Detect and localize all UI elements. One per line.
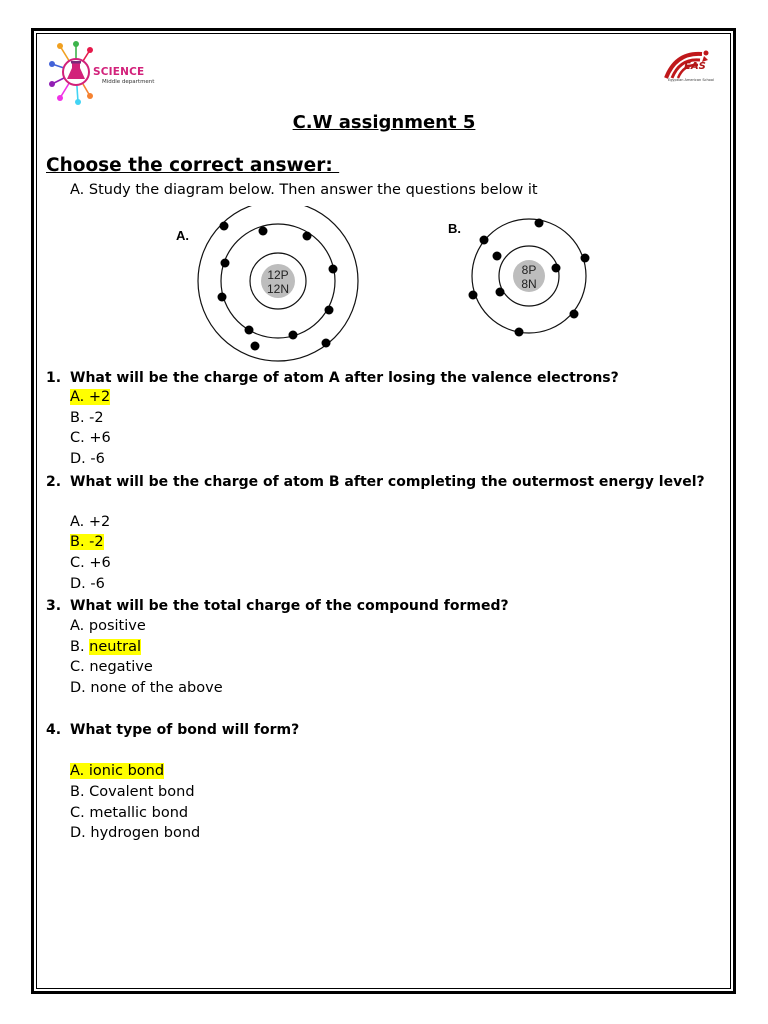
question-text: What will be the total charge of the compound formed? [70, 598, 509, 614]
option-prefix: B. [70, 639, 90, 655]
science-logo [46, 40, 166, 106]
question-4 [46, 722, 299, 738]
atom-b-protons: 8P [521, 263, 537, 277]
question-1 [46, 370, 619, 386]
question-3 [46, 598, 509, 614]
option-2b[interactable] [70, 534, 104, 550]
option-4a[interactable] [70, 763, 164, 779]
option-2d[interactable]: D. -6 [70, 576, 105, 592]
school-logo [662, 48, 724, 88]
school-logo-text: EAS [684, 61, 706, 72]
option-3d[interactable]: D. none of the above [70, 680, 223, 696]
question-text: What will be the charge of atom B after completing the outermost energy level? [70, 474, 705, 490]
question-text: What will be the charge of atom A after losing the valence electrons? [70, 370, 619, 386]
atom-diagrams [150, 206, 630, 366]
atom-a-label: A. [176, 228, 189, 243]
option-1c[interactable]: C. +6 [70, 430, 111, 446]
page-border-inner [36, 33, 731, 989]
option-1a[interactable] [70, 389, 110, 405]
question-2 [46, 474, 705, 490]
option-4c[interactable]: C. metallic bond [70, 805, 189, 821]
highlighted-answer: A. ionic bond [70, 763, 165, 779]
science-logo-text: SCIENCE [93, 66, 145, 78]
question-number: 2. [46, 474, 62, 490]
option-3c[interactable]: C. negative [70, 659, 153, 675]
atom-a-protons: 12P [267, 268, 289, 282]
highlighted-answer: A. +2 [70, 389, 111, 405]
section-heading: Choose the correct answer: [46, 155, 340, 176]
school-logo-subtitle: Egyptian American School [668, 78, 714, 82]
highlighted-answer: B. -2 [70, 534, 104, 550]
science-logo-subtitle: Middle department [102, 79, 155, 85]
page-title: C.W assignment 5 [292, 112, 476, 133]
option-3a[interactable]: A. positive [70, 618, 146, 634]
question-number: 1. [46, 370, 62, 386]
question-number: 4. [46, 722, 62, 738]
option-2a[interactable]: A. +2 [70, 514, 111, 530]
atom-b-label: B. [448, 221, 461, 236]
question-number: 3. [46, 598, 62, 614]
instruction-text: A. Study the diagram below. Then answer the questions below it [70, 182, 538, 198]
option-1b[interactable]: B. -2 [70, 410, 104, 426]
atom-a-diagram [176, 206, 358, 361]
atom-b-diagram [448, 219, 590, 337]
atom-a-neutrons: 12N [266, 282, 290, 296]
option-3b[interactable] [70, 639, 141, 655]
question-text: What type of bond will form? [70, 722, 300, 738]
option-4d[interactable]: D. hydrogen bond [70, 825, 201, 841]
highlighted-answer: neutral [89, 639, 142, 655]
atom-b-neutrons: 8N [521, 277, 537, 291]
option-1d[interactable]: D. -6 [70, 451, 105, 467]
option-4b[interactable]: B. Covalent bond [70, 784, 195, 800]
option-2c[interactable]: C. +6 [70, 555, 111, 571]
